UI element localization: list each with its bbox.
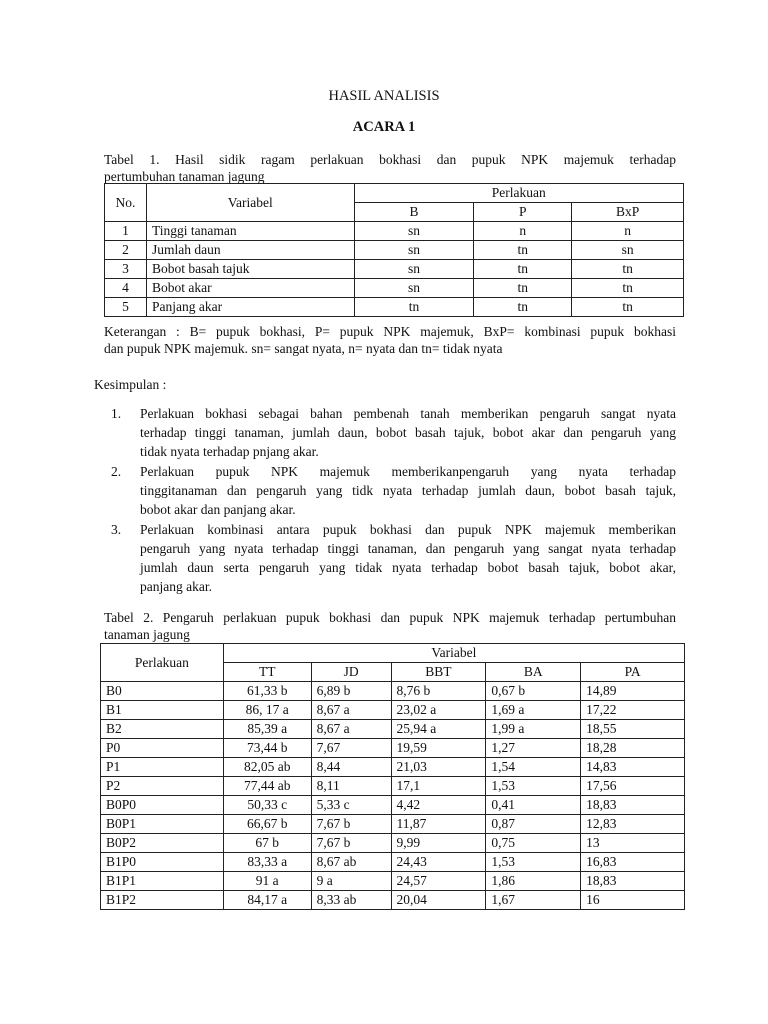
- table2-header-variabel: Variabel: [223, 644, 684, 663]
- table2-cell-tt: 91 a: [223, 872, 311, 891]
- table2-cell-perlakuan: B1P1: [101, 872, 224, 891]
- table2-cell-bbt: 25,94 a: [391, 720, 486, 739]
- table2-cell-tt: 50,33 c: [223, 796, 311, 815]
- table2-cell-jd: 8,67 a: [311, 701, 391, 720]
- table2-cell-tt: 67 b: [223, 834, 311, 853]
- table2-cell-perlakuan: P0: [101, 739, 224, 758]
- table2-row: [101, 720, 685, 739]
- table2-cell-bbt: 4,42: [391, 796, 486, 815]
- table2-cell-bbt: 9,99: [391, 834, 486, 853]
- table1-cell-variabel: Panjang akar: [146, 298, 354, 317]
- table2-cell-ba: 0,87: [486, 815, 581, 834]
- table2-cell-pa: 14,83: [581, 758, 685, 777]
- table2-cell-jd: 7,67 b: [311, 815, 391, 834]
- table2-cell-perlakuan: B0: [101, 682, 224, 701]
- table2-cell-bbt: 11,87: [391, 815, 486, 834]
- page-subtitle: ACARA 1: [352, 119, 416, 135]
- table2-cell-perlakuan: B1P0: [101, 853, 224, 872]
- table2-cell-perlakuan: B0P2: [101, 834, 224, 853]
- table2-cell-bbt: 23,02 a: [391, 701, 486, 720]
- table2: [100, 643, 685, 910]
- table2-row: [101, 872, 685, 891]
- kesimpulan-item-line: tinggitanaman dan pengaruh yang tidk nyata terhadap jumlah daun, bobot basah tajuk,: [140, 483, 676, 498]
- kesimpulan-item-line: terhadap tinggi tanaman, jumlah daun, bobot basah tajuk, bobot akar dan pengaruh yang: [140, 425, 676, 440]
- kesimpulan-item: [104, 520, 676, 596]
- table1: [104, 183, 684, 317]
- kesimpulan-item-line: Perlakuan pupuk NPK majemuk memberikanpengaruh yang nyata terhadap: [140, 464, 676, 479]
- table2-row: [101, 777, 685, 796]
- table2-row: [101, 815, 685, 834]
- table1-cell-p: tn: [474, 279, 572, 298]
- table1-cell-bxp: tn: [572, 279, 684, 298]
- table1-cell-b: tn: [354, 298, 474, 317]
- table1-header-row: [105, 184, 684, 203]
- table2-cell-ba: 1,69 a: [486, 701, 581, 720]
- table2-cell-bbt: 17,1: [391, 777, 486, 796]
- table2-row: [101, 701, 685, 720]
- table2-cell-jd: 5,33 c: [311, 796, 391, 815]
- table1-cell-p: tn: [474, 241, 572, 260]
- table2-cell-bbt: 20,04: [391, 891, 486, 910]
- table1-header-variabel: Variabel: [146, 184, 354, 222]
- table1-cell-b: sn: [354, 222, 474, 241]
- table2-cell-ba: 1,53: [486, 853, 581, 872]
- table1-cell-variabel: Tinggi tanaman: [146, 222, 354, 241]
- table2-cell-bbt: 24,57: [391, 872, 486, 891]
- table1-cell-p: tn: [474, 298, 572, 317]
- table1-row: [105, 260, 684, 279]
- table2-cell-pa: 13: [581, 834, 685, 853]
- table2-cell-ba: 1,27: [486, 739, 581, 758]
- table2-cell-ba: 1,86: [486, 872, 581, 891]
- kesimpulan-item-line: Perlakuan bokhasi sebagai bahan pembenah tanah memberikan pengaruh sangat nyata: [140, 406, 676, 421]
- table2-caption-line1: Tabel 2. Pengaruh perlakuan pupuk bokhasi dan pupuk NPK majemuk terhadap pertumbuhan: [104, 610, 676, 625]
- table2-cell-jd: 8,33 ab: [311, 891, 391, 910]
- table2-cell-bbt: 8,76 b: [391, 682, 486, 701]
- kesimpulan-item-line: pengaruh yang nyata terhadap tinggi tanaman, dan pengaruh yang sangat nyata terhadap: [140, 541, 676, 556]
- table1-header-b: B: [354, 203, 474, 222]
- table2-cell-pa: 18,55: [581, 720, 685, 739]
- table1-cell-variabel: Bobot basah tajuk: [146, 260, 354, 279]
- table2-header-ba: BA: [486, 663, 581, 682]
- table2-cell-pa: 16,83: [581, 853, 685, 872]
- table2-header-bbt: BBT: [391, 663, 486, 682]
- kesimpulan-item-line: jumlah daun serta pengaruh yang tidak nyata terhadap bobot basah tajuk, bobot akar,: [140, 560, 676, 575]
- table1-cell-no: 5: [105, 298, 147, 317]
- table2-row: [101, 834, 685, 853]
- table2-cell-pa: 18,83: [581, 796, 685, 815]
- table2-cell-jd: 8,44: [311, 758, 391, 777]
- table1-note-line2: dan pupuk NPK majemuk. sn= sangat nyata, n= nyata dan tn= tidak nyata: [104, 341, 503, 356]
- table2-row: [101, 891, 685, 910]
- table2-cell-pa: 16: [581, 891, 685, 910]
- table2-cell-bbt: 19,59: [391, 739, 486, 758]
- table2-cell-tt: 83,33 a: [223, 853, 311, 872]
- table2-header-perlakuan: Perlakuan: [101, 644, 224, 682]
- kesimpulan-label: Kesimpulan :: [94, 377, 167, 392]
- table2-cell-tt: 86, 17 a: [223, 701, 311, 720]
- table2-cell-jd: 8,11: [311, 777, 391, 796]
- table1-header-perlakuan: Perlakuan: [354, 184, 683, 203]
- table1-caption-line2: pertumbuhan tanaman jagung: [104, 169, 265, 184]
- table2-cell-tt: 82,05 ab: [223, 758, 311, 777]
- table1-cell-bxp: tn: [572, 298, 684, 317]
- kesimpulan-item: [104, 462, 676, 519]
- table2-cell-jd: 7,67: [311, 739, 391, 758]
- table1-header-no: No.: [105, 184, 147, 222]
- table2-row: [101, 739, 685, 758]
- table1-note: [104, 323, 676, 357]
- table1-row: [105, 241, 684, 260]
- kesimpulan-item-line: panjang akar.: [140, 579, 212, 594]
- table1-cell-p: tn: [474, 260, 572, 279]
- table2-cell-perlakuan: B2: [101, 720, 224, 739]
- kesimpulan-item-line: Perlakuan kombinasi antara pupuk bokhasi dan pupuk NPK majemuk memberikan: [140, 522, 676, 537]
- table2-row: [101, 853, 685, 872]
- table1-cell-no: 4: [105, 279, 147, 298]
- table1-cell-variabel: Bobot akar: [146, 279, 354, 298]
- kesimpulan-item-line: tidak nyata terhadap pnjang akar.: [140, 444, 319, 459]
- table2-cell-pa: 18,28: [581, 739, 685, 758]
- table2-cell-ba: 1,99 a: [486, 720, 581, 739]
- table1-cell-bxp: sn: [572, 241, 684, 260]
- table2-cell-tt: 77,44 ab: [223, 777, 311, 796]
- table1-cell-b: sn: [354, 241, 474, 260]
- table2-cell-perlakuan: B0P1: [101, 815, 224, 834]
- table2-cell-ba: 1,67: [486, 891, 581, 910]
- table2-cell-tt: 85,39 a: [223, 720, 311, 739]
- page-title: HASIL ANALISIS: [328, 88, 440, 104]
- table2-row: [101, 682, 685, 701]
- table1-row: [105, 298, 684, 317]
- kesimpulan-list: [104, 404, 676, 597]
- table1-cell-b: sn: [354, 260, 474, 279]
- table2-cell-jd: 7,67 b: [311, 834, 391, 853]
- table2-caption-line2: tanaman jagung: [104, 627, 190, 642]
- table2-cell-ba: 1,53: [486, 777, 581, 796]
- table2-cell-ba: 0,75: [486, 834, 581, 853]
- table1-cell-b: sn: [354, 279, 474, 298]
- table1-row: [105, 222, 684, 241]
- table1-caption-line1: Tabel 1. Hasil sidik ragam perlakuan bokhasi dan pupuk NPK majemuk terhadap: [104, 152, 676, 167]
- table1-header-p: P: [474, 203, 572, 222]
- table2-cell-tt: 73,44 b: [223, 739, 311, 758]
- table1-note-line1: Keterangan : B= pupuk bokhasi, P= pupuk NPK majemuk, BxP= kombinasi pupuk bokhasi: [104, 324, 676, 339]
- table2-cell-perlakuan: P1: [101, 758, 224, 777]
- table2-cell-bbt: 24,43: [391, 853, 486, 872]
- table2-cell-tt: 84,17 a: [223, 891, 311, 910]
- table1-cell-bxp: n: [572, 222, 684, 241]
- table1-cell-p: n: [474, 222, 572, 241]
- table2-cell-pa: 12,83: [581, 815, 685, 834]
- table2-cell-pa: 17,22: [581, 701, 685, 720]
- table1-cell-no: 1: [105, 222, 147, 241]
- table1-cell-variabel: Jumlah daun: [146, 241, 354, 260]
- table2-cell-jd: 8,67 a: [311, 720, 391, 739]
- table2-cell-pa: 18,83: [581, 872, 685, 891]
- table2-cell-perlakuan: P2: [101, 777, 224, 796]
- table2-cell-perlakuan: B1P2: [101, 891, 224, 910]
- kesimpulan-item-number: 1.: [111, 406, 122, 421]
- kesimpulan-item-line: bobot akar dan panjang akar.: [140, 502, 296, 517]
- table1-cell-bxp: tn: [572, 260, 684, 279]
- table2-cell-pa: 14,89: [581, 682, 685, 701]
- table2-cell-tt: 66,67 b: [223, 815, 311, 834]
- table2-row: [101, 796, 685, 815]
- table1-row: [105, 279, 684, 298]
- table2-cell-ba: 1,54: [486, 758, 581, 777]
- table2-cell-ba: 0,67 b: [486, 682, 581, 701]
- table2-cell-tt: 61,33 b: [223, 682, 311, 701]
- kesimpulan-item-number: 2.: [111, 464, 122, 479]
- table2-cell-jd: 9 a: [311, 872, 391, 891]
- table2-header-jd: JD: [311, 663, 391, 682]
- table2-cell-perlakuan: B1: [101, 701, 224, 720]
- table2-header-tt: TT: [223, 663, 311, 682]
- table2-header-pa: PA: [581, 663, 685, 682]
- table2-header-row: [101, 644, 685, 663]
- table2-cell-pa: 17,56: [581, 777, 685, 796]
- table2-row: [101, 758, 685, 777]
- kesimpulan-item-number: 3.: [111, 522, 122, 537]
- table2-cell-ba: 0,41: [486, 796, 581, 815]
- table2-cell-jd: 6,89 b: [311, 682, 391, 701]
- table1-header-bxp: BxP: [572, 203, 684, 222]
- kesimpulan-item: [104, 404, 676, 461]
- table2-cell-jd: 8,67 ab: [311, 853, 391, 872]
- table1-cell-no: 3: [105, 260, 147, 279]
- table2-cell-bbt: 21,03: [391, 758, 486, 777]
- table2-cell-perlakuan: B0P0: [101, 796, 224, 815]
- table1-cell-no: 2: [105, 241, 147, 260]
